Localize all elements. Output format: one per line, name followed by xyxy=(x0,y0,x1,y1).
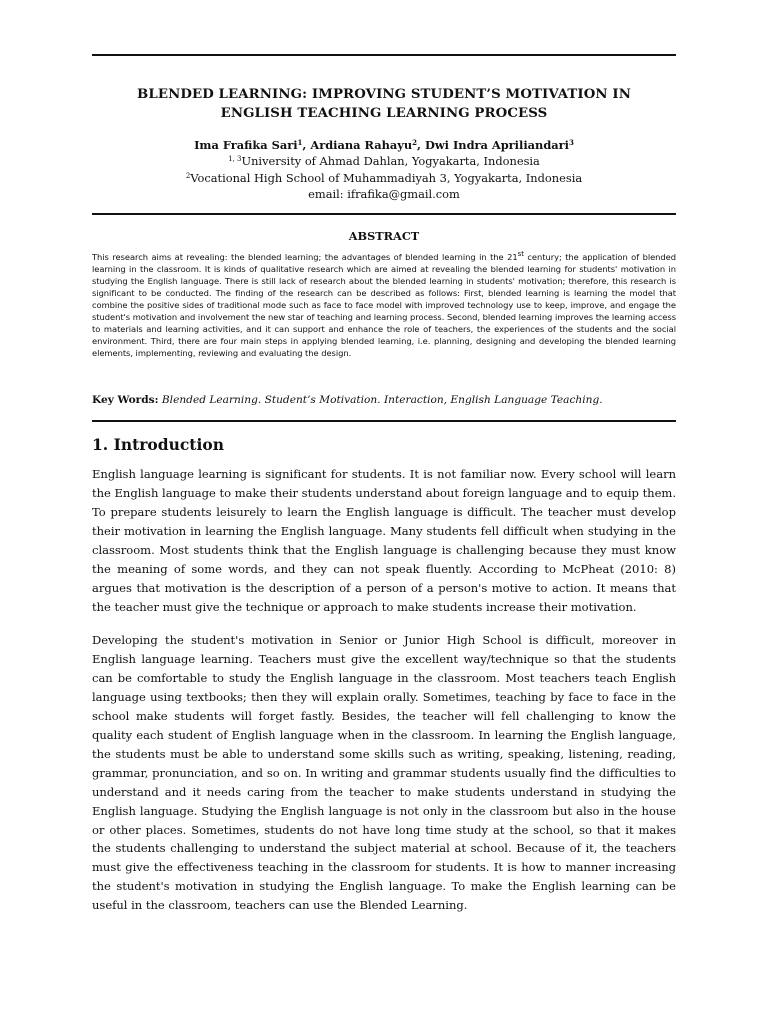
author-2: Ardiana Rahayu xyxy=(310,138,413,152)
author-separator: , xyxy=(417,138,425,152)
abstract-body xyxy=(92,251,676,359)
abstract-heading: ABSTRACT xyxy=(348,229,420,243)
affiliation-1-text: University of Ahmad Dahlan, Yogyakarta, Indonesia xyxy=(241,154,540,168)
affiliation-2-sup: 2 xyxy=(185,172,191,180)
keywords xyxy=(92,393,676,408)
title-line-1: BLENDED LEARNING: IMPROVING STUDENT’S MOTIVATION IN xyxy=(137,87,631,102)
author-separator: , xyxy=(302,138,311,152)
author-2-sup: 2 xyxy=(412,138,418,147)
abstract-rule xyxy=(92,420,676,422)
affiliation-2 xyxy=(92,170,676,187)
paper-title xyxy=(92,85,676,123)
author-1-sup: 1 xyxy=(297,138,303,147)
title-line-2: ENGLISH TEACHING LEARNING PROCESS xyxy=(220,106,548,121)
header-rule xyxy=(92,213,676,215)
author-email: email: ifrafika@gmail.com xyxy=(308,187,460,201)
keywords-label: Key Words: xyxy=(92,394,159,406)
abstract-sup: st xyxy=(517,250,524,258)
author-3: Dwi Indra Apriliandari xyxy=(424,138,570,152)
author-3-sup: 3 xyxy=(569,138,574,147)
intro-paragraph-1: English language learning is significant for students. It is not familiar now. Every school will learn the English language to make their students understand about foreign language and to equip them. To prepare students leisurely to learn the English language is difficult. The teacher must develop their motivation in learning the English language. Many students fell difficult when studying in the classroom. Most students think that the English language is challenging because they must know the meaning of some words, and they can not speak fluently. According to McPheat (2010: 8) argues that motivation is the description of a person of a person's motive to action. It means that the teacher must give the technique or approach to make students increase their motivation. xyxy=(92,467,676,614)
top-rule xyxy=(92,54,676,56)
affiliation-1 xyxy=(92,153,676,170)
section-heading-introduction: 1. Introduction xyxy=(92,435,224,454)
affiliation-1-sup: 1, 3 xyxy=(228,155,242,163)
keywords-text: Blended Learning. Student’s Motivation. Interaction, English Language Teaching. xyxy=(158,394,603,406)
intro-paragraph-2: Developing the student's motivation in Senior or Junior High School is difficult, moreover in English language learning. Teachers must give the excellent way/technique so that the students can be comfortable to study the English language in the classroom. Most teachers teach English language using textbooks; then they will explain orally. Sometimes, teaching by face to face in the school make students will forget fastly. Besides, the teacher will fell challenging to know the quality each student of English language when in the classroom. In learning the English language, the students must be able to understand some skills such as writing, speaking, listening, reading, grammar, pronunciation, and so on. In writing and grammar students usually find the difficulties to understand and it needs caring from the teacher to make students understand in studying the English language. Studying the English language is not only in the classroom but also in the house or other places. Sometimes, students do not have long time study at the school, so that it makes the students challenging to understand the subject material at school. Because of it, the teachers must give the effectiveness teaching in the classroom for students. It is how to manner increasing the student's motivation in studying the English language. To make the English learning can be useful in the classroom, teachers can use the Blended Learning. xyxy=(92,633,676,913)
author-list xyxy=(92,137,676,153)
author-1: Ima Frafika Sari xyxy=(194,138,298,152)
abstract-text: century; the application of blended learning in the classroom. It is kinds of qualitative research which are aimed at revealing the blended learning for students' motivation in studying the English language. There is still lack of research about the blended learning in students' motivation; therefore, this research is significant to be conducted. The finding of the research can be described as follows: First, blended learning is learning the model that combine the positive sides of traditional mode such as face to face model with improved technology use to keep, improve, and engage the student's motivation and involvement the new star of teaching and learning process. Second, blended learning improves the learning access to materials and learning activities, and it can support and enhance the role of teachers, the experiences of the students and the social environment. Third, there are four main steps in applying blended learning, i.e. planning, designing and developing the blended learning elements, implementing, reviewing and evaluating the design. xyxy=(92,252,676,359)
abstract-text: This research aims at revealing: the blended learning; the advantages of blended learning in the 21 xyxy=(92,252,518,262)
affiliation-2-text: Vocational High School of Muhammadiyah 3, Yogyakarta, Indonesia xyxy=(190,171,583,185)
